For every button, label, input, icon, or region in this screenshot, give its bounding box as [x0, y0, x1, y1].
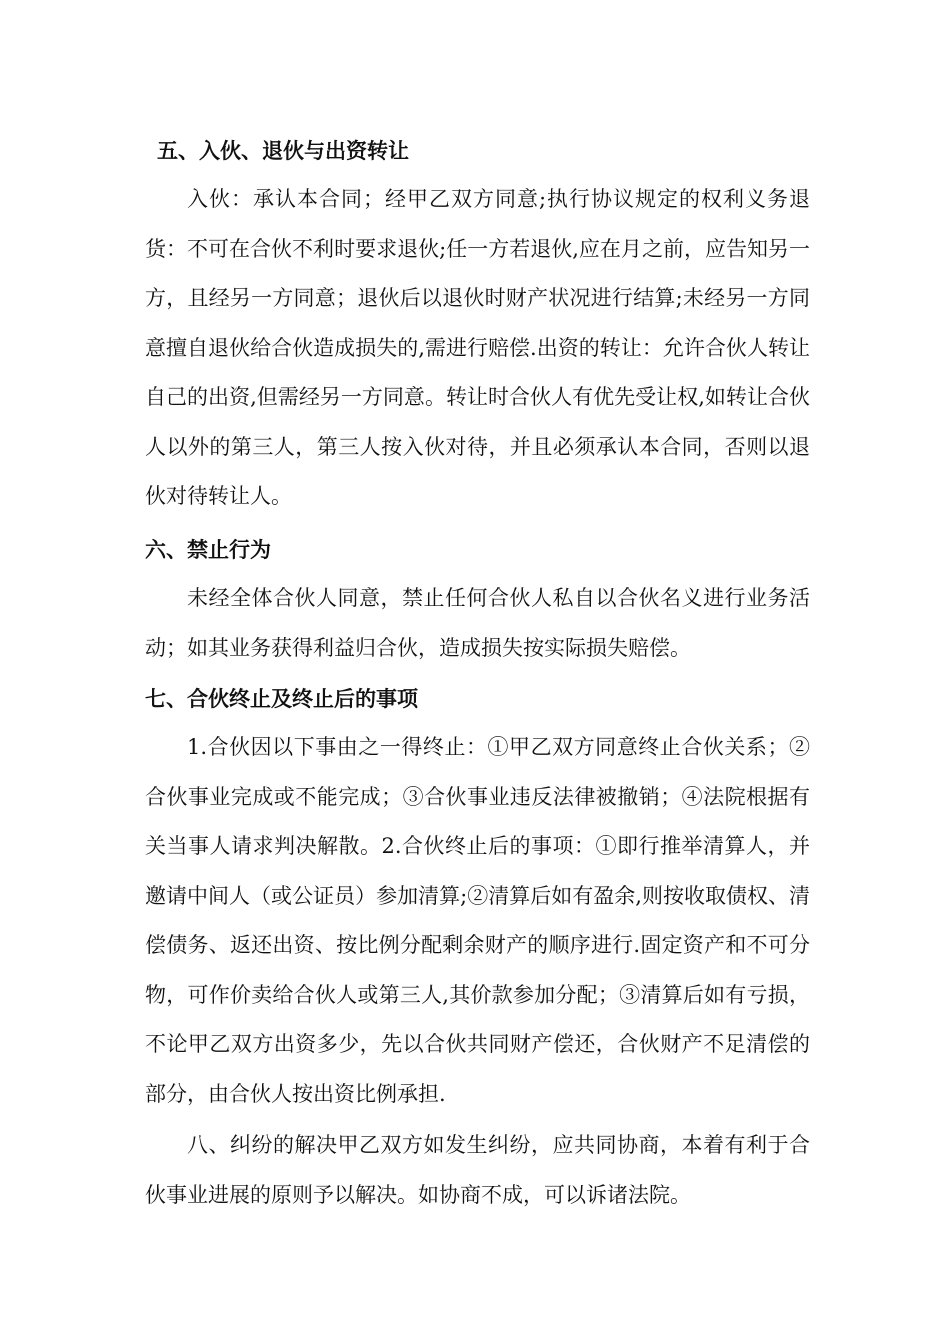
section-eight-paragraph: 八、纠纷的解决甲乙双方如发生纠纷，应共同协商，本着有利于合伙事业进展的原则予以解决。如协商不成，可以诉诸法院。 — [145, 1133, 810, 1207]
section-five-heading: 五、入伙、退伙与出资转让 — [157, 139, 409, 163]
section-six-heading: 六、禁止行为 — [145, 538, 271, 562]
section-seven-heading: 七、合伙终止及终止后的事项 — [145, 687, 418, 711]
section-five-paragraph: 入伙：承认本合同；经甲乙双方同意;执行协议规定的权利义务退货：不可在合伙不利时要求退伙;任一方若退伙,应在月之前，应告知另一方，且经另一方同意；退伙后以退伙时财产状况进行结算;未经另一方同意擅自退伙给合伙造成损失的,需进行赔偿.出资的转让：允许合伙人转让自己的出资,但需经另一方同意。转让时合伙人有优先受让权,如转让合伙人以外的第三人，第三人按入伙对待，并且必须承认本合同，否则以退伙对待转让人。 — [145, 187, 810, 508]
section-seven-paragraph: 1.合伙因以下事由之一得终止：①甲乙双方同意终止合伙关系；②合伙事业完成或不能完成；③合伙事业违反法律被撤销；④法院根据有关当事人请求判决解散。2.合伙终止后的事项：①即行推举清算人，并邀请中间人（或公证员）参加清算;②清算后如有盈余,则按收取债权、清偿债务、返还出资、按比例分配剩余财产的顺序进行.固定资产和不可分物，可作价卖给合伙人或第三人,其价款参加分配；③清算后如有亏损，不论甲乙双方出资多少，先以合伙共同财产偿还，合伙财产不足清偿的部分，由合伙人按出资比例承担. — [145, 735, 810, 1106]
section-six-paragraph: 未经全体合伙人同意，禁止任何合伙人私自以合伙名义进行业务活动；如其业务获得利益归合伙，造成损失按实际损失赔偿。 — [145, 586, 810, 660]
